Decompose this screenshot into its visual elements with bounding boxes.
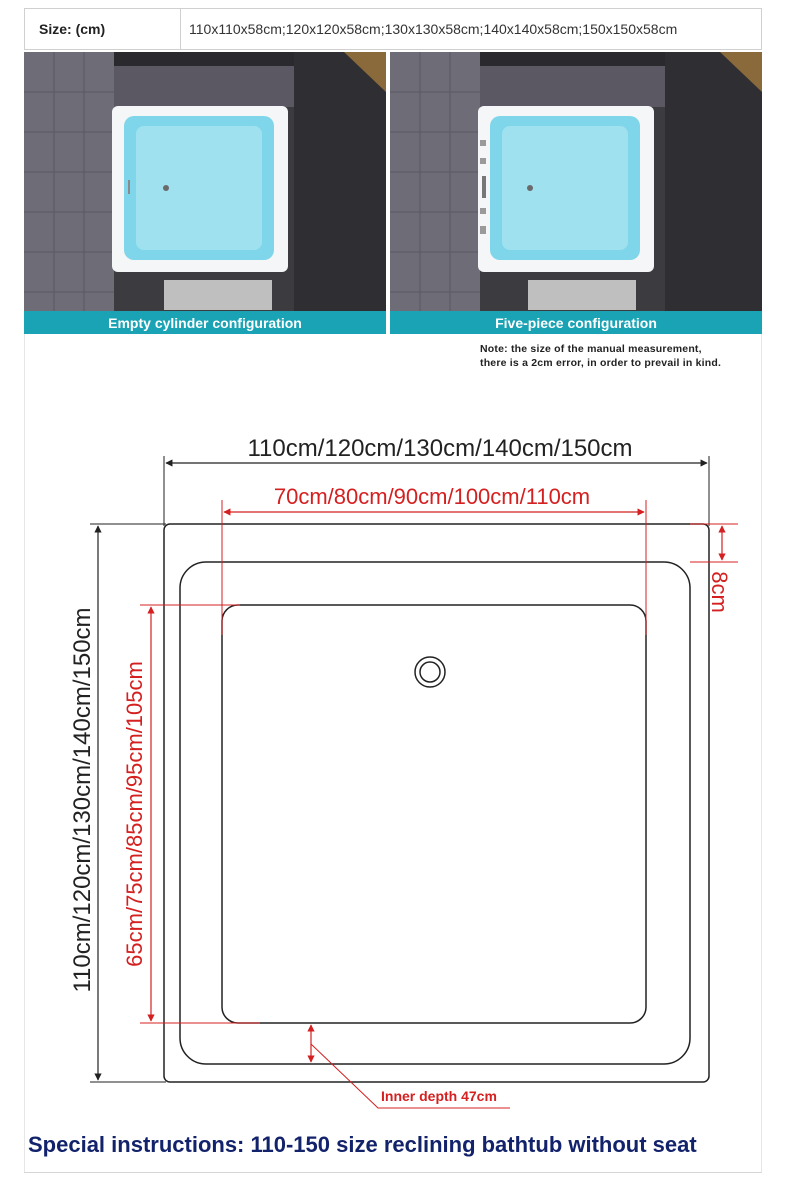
outer-width-label: 110cm/120cm/130cm/140cm/150cm: [247, 435, 633, 462]
size-spec-table: [24, 8, 762, 50]
photo-caption: Empty cylinder configuration: [24, 311, 386, 334]
frame-border: [761, 334, 762, 1172]
drain-icon: [415, 657, 445, 687]
frame-border: [24, 334, 25, 1172]
special-instructions: Special instructions: 110-150 size reclining bathtub without seat: [28, 1132, 697, 1157]
bathtub-top-view-image: [390, 52, 762, 334]
inner-width-label: 70cm/80cm/90cm/100cm/110cm: [273, 484, 591, 509]
size-values: 110x110x58cm;120x120x58cm;130x130x58cm;140x140x58cm;150x150x58cm: [189, 21, 678, 37]
tub-inner-basin: [222, 605, 646, 1023]
inner-depth-label: Inner depth 47cm: [381, 1088, 497, 1104]
photo-empty-configuration: [24, 52, 386, 334]
size-label: Size: (cm): [25, 9, 181, 49]
photo-caption: Five-piece configuration: [390, 311, 762, 334]
rim-label: 8cm: [707, 571, 732, 613]
bathtub-top-view-image: [24, 52, 386, 334]
dimension-diagram: [0, 380, 790, 1120]
inner-height-label: 65cm/75cm/85cm/95cm/105cm: [122, 661, 147, 967]
inner-width-dimension: [222, 484, 646, 635]
inner-depth-callout: [311, 1025, 510, 1108]
photo-five-piece-configuration: [390, 52, 762, 334]
inner-height-dimension: [122, 605, 260, 1023]
note-line: there is a 2cm error, in order to prevail in kind.: [480, 357, 722, 369]
rim-dimension: [690, 524, 738, 613]
tub-rim: [180, 562, 690, 1064]
frame-border: [24, 1172, 762, 1173]
note-line: Note: the size of the manual measurement,: [480, 343, 702, 355]
tub-outer-edge: [164, 524, 709, 1082]
outer-height-label: 110cm/120cm/130cm/140cm/150cm: [69, 607, 96, 993]
measurement-note: [480, 342, 770, 370]
